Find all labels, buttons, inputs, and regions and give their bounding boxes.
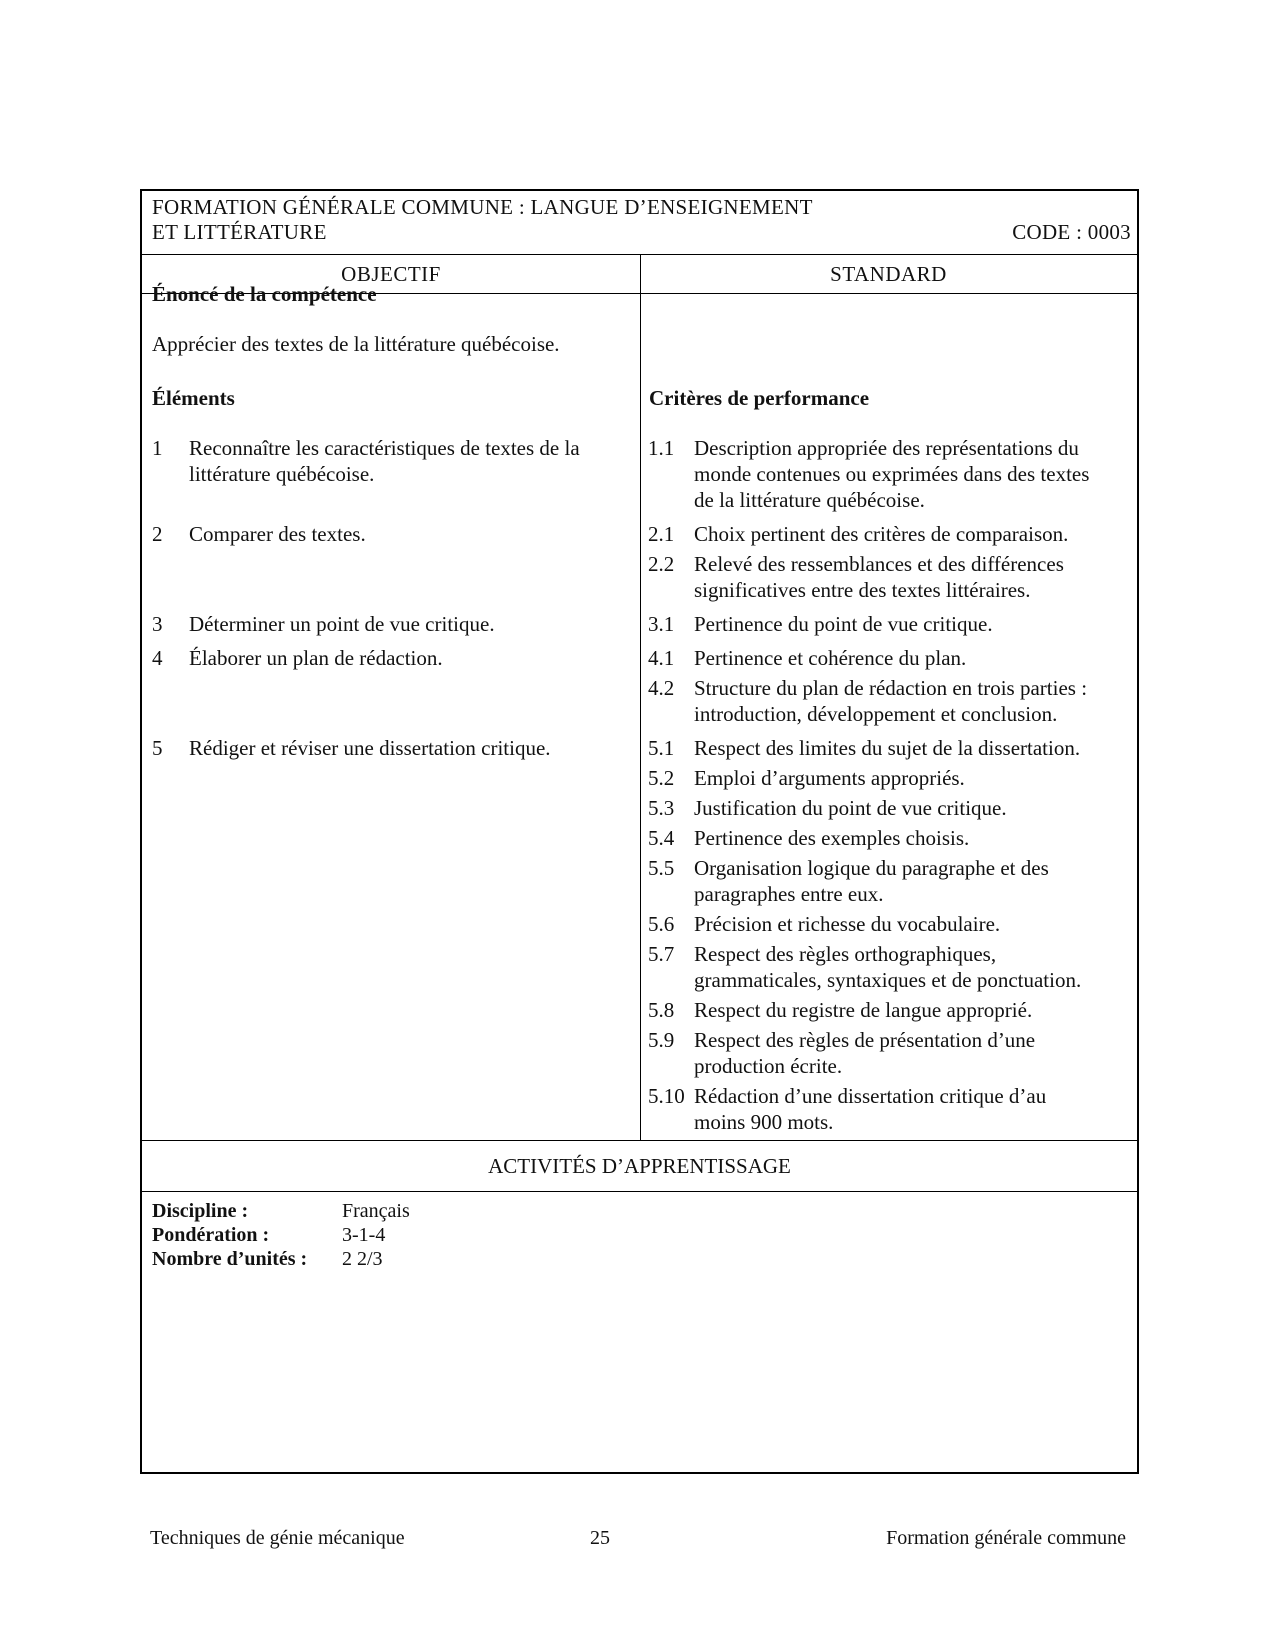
element [142,521,640,607]
criterion-number: 2.1 [648,522,675,546]
criterion-text: Choix pertinent des critères de comparaison. [694,522,1069,546]
element [142,645,640,731]
element-row [142,611,1137,641]
criteria-list [640,611,1137,641]
element-row [142,435,1137,517]
elements-criteria-rows [142,435,1137,1143]
info-value: 3-1-4 [342,1224,386,1246]
criterion-number: 5.8 [648,998,675,1022]
element-row [142,645,1137,731]
standard-heading: STANDARD [830,262,947,286]
element-text: Rédiger et réviser une dissertation critique. [189,736,551,760]
element-number: 2 [152,522,163,546]
criteria-list [640,435,1137,517]
criterion [648,551,1137,603]
element-text: Comparer des textes. [189,522,366,546]
criterion-text: Pertinence du point de vue critique. [694,612,993,636]
criterion-number: 2.2 [648,552,675,576]
element [142,435,640,517]
footer-program: Techniques de génie mécanique [150,1527,405,1549]
criterion-number: 5.9 [648,1028,675,1052]
criteria-list [640,645,1137,731]
element-row [142,521,1137,607]
info-value: Français [342,1200,410,1222]
criterion [648,735,1137,761]
footer-section: Formation générale commune [886,1527,1126,1549]
criterion [648,521,1137,547]
criterion-number: 5.6 [648,912,675,936]
title-line-1: FORMATION GÉNÉRALE COMMUNE : LANGUE D’ENSEIGNEMENT [152,195,813,219]
criterion [648,911,1137,937]
criterion [648,855,1137,907]
criteria-list [640,735,1137,1139]
criterion-text: Respect du registre de langue approprié. [694,998,1033,1022]
course-code: CODE : 0003 [1012,220,1131,244]
criterion-number: 5.7 [648,942,675,966]
activites-heading: ACTIVITÉS D’APPRENTISSAGE [488,1154,791,1178]
criterion-text: Précision et richesse du vocabulaire. [694,912,1001,936]
criterion-text: Respect des règles de présentation d’une production écrite. [694,1028,1036,1078]
criterion [648,765,1137,791]
criterion [648,825,1137,851]
criterion-text: Rédaction d’une dissertation critique d’au moins 900 mots. [694,1084,1047,1134]
criterion [648,435,1137,513]
element-text: Élaborer un plan de rédaction. [189,646,443,670]
criterion-number: 3.1 [648,612,675,636]
criterion-number: 5.1 [648,736,675,760]
criterion-text: Description appropriée des représentations du monde contenues ou exprimées dans des textes de la littérature québécoise. [694,436,1090,512]
element-number: 4 [152,646,163,670]
info-row [152,1247,410,1271]
criterion [648,675,1137,727]
info-row [152,1199,410,1223]
criterion [648,1083,1137,1135]
info-row [152,1223,410,1247]
criterion-number: 5.5 [648,856,675,880]
criterion-text: Pertinence et cohérence du plan. [694,646,967,670]
page-number: 25 [590,1527,610,1549]
criterion-text: Organisation logique du paragraphe et des paragraphes entre eux. [694,856,1049,906]
criterion-number: 5.4 [648,826,675,850]
info-label: Discipline : [152,1200,249,1222]
info-label: Pondération : [152,1224,270,1246]
criterion-number: 5.2 [648,766,675,790]
criterion-text: Structure du plan de rédaction en trois parties : introduction, développement et conclusion. [694,676,1088,726]
element-number: 3 [152,612,163,636]
criterion-number: 5.10 [648,1084,685,1108]
title-line-2: ET LITTÉRATURE [152,220,327,244]
criterion-number: 4.2 [648,676,675,700]
element-text: Reconnaître les caractéristiques de textes de la littérature québécoise. [189,436,580,486]
element-text: Déterminer un point de vue critique. [189,612,495,636]
criterion-text: Pertinence des exemples choisis. [694,826,970,850]
criteria-heading: Critères de performance [649,386,870,410]
criterion [648,645,1137,671]
criterion-text: Relevé des ressemblances et des différences significatives entre des textes littéraires. [694,552,1064,602]
criterion-number: 5.3 [648,796,675,820]
criterion-text: Justification du point de vue critique. [694,796,1007,820]
criterion [648,941,1137,993]
table-header [152,195,1131,245]
element [142,735,640,1139]
element-number: 1 [152,436,163,460]
criterion-number: 4.1 [648,646,675,670]
criteria-list [640,521,1137,607]
criterion-text: Emploi d’arguments appropriés. [694,766,965,790]
element-row [142,735,1137,1139]
competence-text: Apprécier des textes de la littérature québécoise. [152,332,560,356]
info-value: 2 2/3 [342,1248,383,1270]
info-label: Nombre d’unités : [152,1248,308,1270]
criterion [648,997,1137,1023]
criterion-text: Respect des limites du sujet de la dissertation. [694,736,1081,760]
element [142,611,640,641]
criterion [648,795,1137,821]
competence-heading: Énoncé de la compétence [152,282,377,306]
criterion [648,611,1137,637]
criterion-number: 1.1 [648,436,675,460]
criterion [648,1027,1137,1079]
element-number: 5 [152,736,163,760]
course-info [152,1199,410,1271]
competency-table [140,189,1139,1474]
divider [142,1191,1137,1192]
objectif-heading: OBJECTIF [341,262,441,286]
elements-heading: Éléments [152,386,235,410]
criterion-text: Respect des règles orthographiques, grammaticales, syntaxiques et de ponctuation. [694,942,1082,992]
